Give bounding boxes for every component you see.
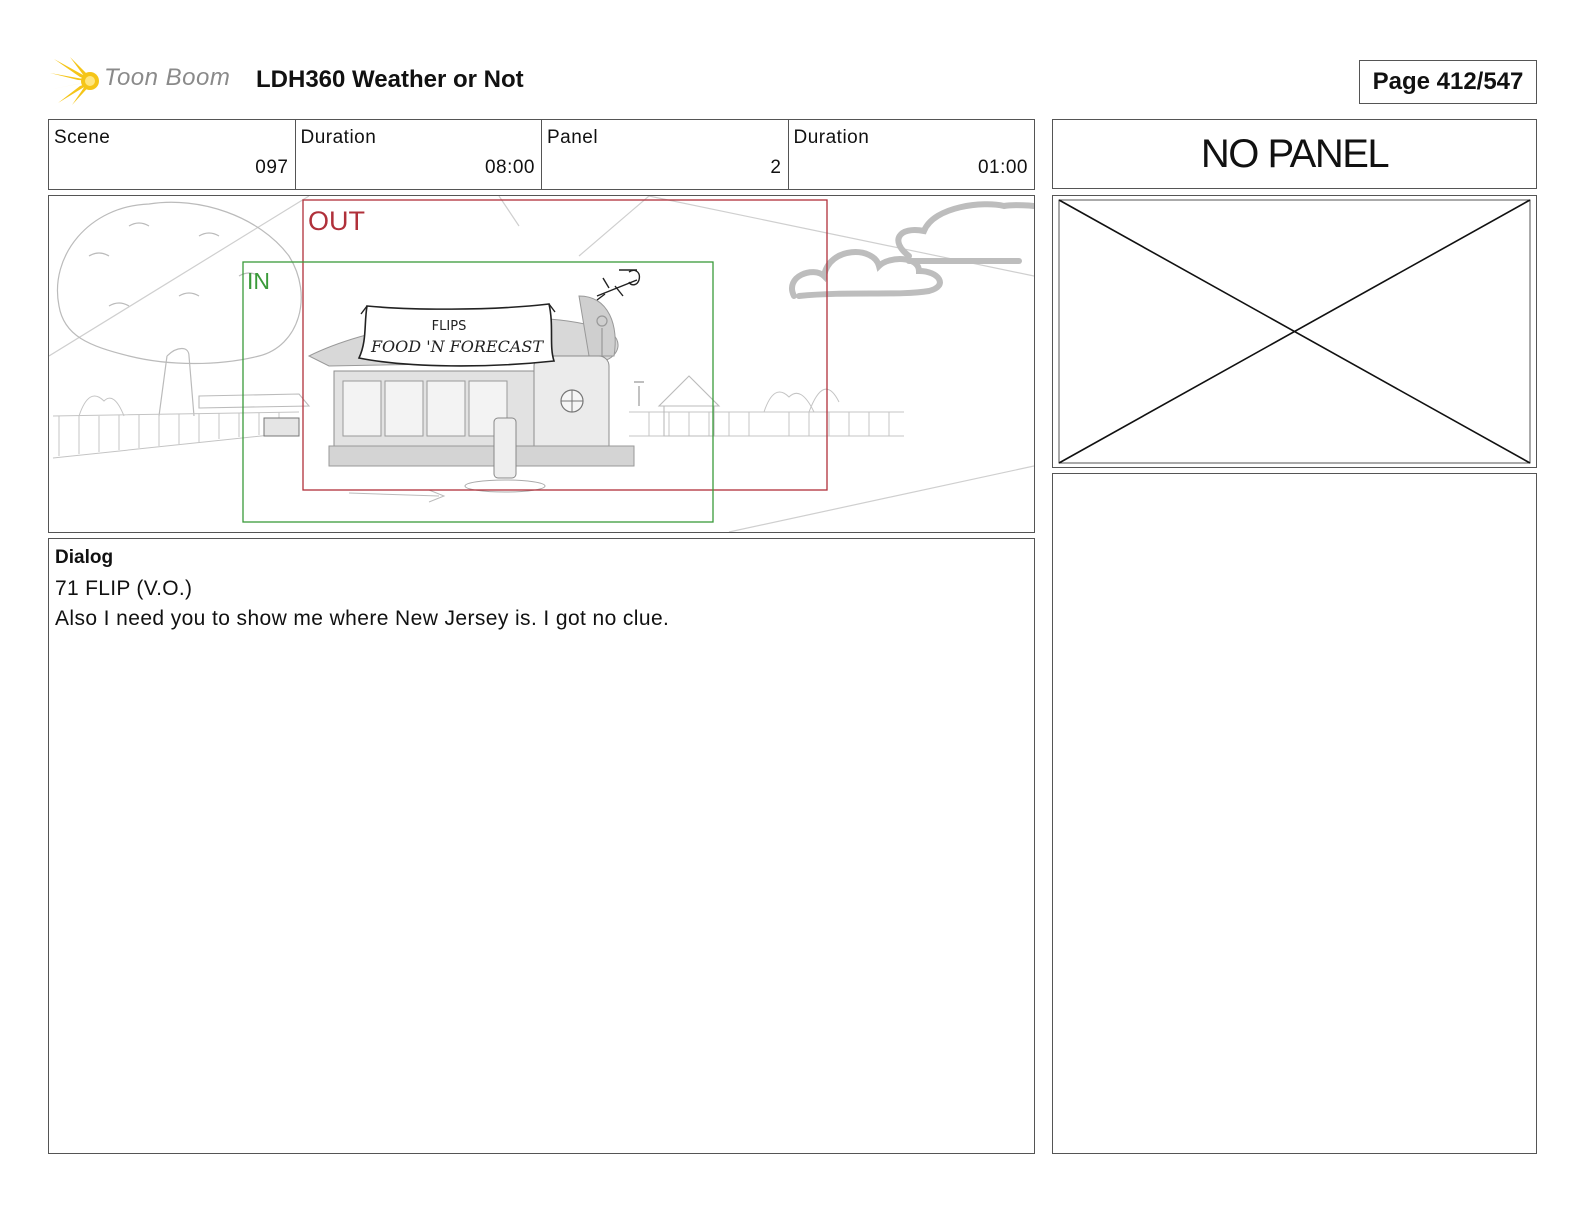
dialog-heading: Dialog xyxy=(55,547,114,568)
dialog-line: Also I need you to show me where New Jersey is. I got no clue. xyxy=(55,607,670,630)
banner-sketch xyxy=(359,304,555,366)
tree-sketch xyxy=(57,202,301,416)
scene-duration-value: 08:00 xyxy=(484,157,535,178)
logo-wordmark: Toon Boom xyxy=(104,64,231,91)
plane-sketch xyxy=(597,270,639,300)
placeholder-cross-icon xyxy=(1053,196,1536,467)
panel-cell xyxy=(542,120,789,189)
panel-duration-label: Duration xyxy=(793,127,870,148)
page-counter xyxy=(1359,60,1537,104)
notes-section xyxy=(1052,473,1537,1154)
scene-label: Scene xyxy=(54,127,111,148)
scene-duration-cell xyxy=(296,120,543,189)
sun-flare-icon xyxy=(50,55,106,107)
panel-duration-cell xyxy=(789,120,1035,189)
storyboard-sketch xyxy=(49,196,1034,532)
scene-info-table xyxy=(48,119,1035,190)
project-title: LDH360 Weather or Not xyxy=(256,66,524,93)
cloud-sketch xyxy=(792,204,1034,296)
panel-duration-value: 01:00 xyxy=(977,157,1028,178)
dialog-speaker: 71 FLIP (V.O.) xyxy=(55,577,193,600)
storyboard-panel-image xyxy=(48,195,1035,533)
panel-value: 2 xyxy=(770,157,782,178)
scene-cell xyxy=(49,120,296,189)
banner-title-2: FOOD 'N FORECAST xyxy=(370,337,544,356)
banner-title-1: FLIPS xyxy=(431,319,467,334)
page-counter-label: Page 412/547 xyxy=(1372,68,1524,95)
scene-duration-label: Duration xyxy=(300,127,377,148)
in-frame-label: IN xyxy=(247,268,270,294)
no-panel-header xyxy=(1052,119,1537,189)
empty-panel-placeholder xyxy=(1052,195,1537,468)
out-frame-label: OUT xyxy=(308,206,365,236)
no-panel-label: NO PANEL xyxy=(1200,131,1389,176)
scene-value: 097 xyxy=(255,157,289,178)
dialog-section xyxy=(48,538,1035,1154)
panel-label: Panel xyxy=(547,127,599,148)
